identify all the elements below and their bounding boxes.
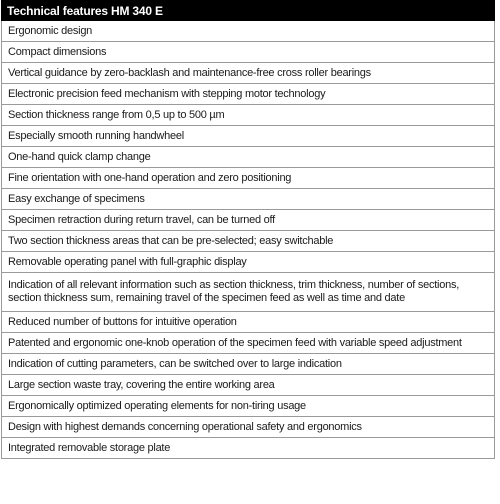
table-row: [2, 396, 495, 417]
table-row: [2, 21, 495, 42]
table-row: [2, 438, 495, 459]
table-row: [2, 84, 495, 105]
feature-cell: Indication of all relevant information such as section thickness, trim thickness, number of sections, section thickness sum, remaining travel of the specimen feed as well as time and date: [2, 273, 495, 312]
technical-features-table: [1, 0, 495, 459]
table-row: [2, 189, 495, 210]
feature-cell: Section thickness range from 0,5 up to 500 µm: [2, 105, 495, 126]
table-header: Technical features HM 340 E: [2, 1, 495, 21]
table-row: [2, 147, 495, 168]
feature-cell: Indication of cutting parameters, can be switched over to large indication: [2, 354, 495, 375]
feature-cell: Design with highest demands concerning operational safety and ergonomics: [2, 417, 495, 438]
table-row: [2, 42, 495, 63]
feature-cell: Electronic precision feed mechanism with stepping motor technology: [2, 84, 495, 105]
table-row: [2, 105, 495, 126]
feature-cell: Fine orientation with one-hand operation and zero positioning: [2, 168, 495, 189]
feature-cell: Removable operating panel with full-graphic display: [2, 252, 495, 273]
table-row: [2, 168, 495, 189]
table-row: [2, 312, 495, 333]
feature-cell: Compact dimensions: [2, 42, 495, 63]
feature-cell: Easy exchange of specimens: [2, 189, 495, 210]
feature-cell: Two section thickness areas that can be pre-selected; easy switchable: [2, 231, 495, 252]
table-row: [2, 231, 495, 252]
feature-cell: One-hand quick clamp change: [2, 147, 495, 168]
table-row: [2, 354, 495, 375]
feature-cell: Ergonomic design: [2, 21, 495, 42]
table-row: [2, 252, 495, 273]
feature-cell: Large section waste tray, covering the entire working area: [2, 375, 495, 396]
feature-cell: Especially smooth running handwheel: [2, 126, 495, 147]
feature-cell: Specimen retraction during return travel, can be turned off: [2, 210, 495, 231]
feature-cell: Vertical guidance by zero-backlash and maintenance-free cross roller bearings: [2, 63, 495, 84]
table-header-row: [2, 1, 495, 21]
table-row: [2, 375, 495, 396]
table-row: [2, 273, 495, 312]
table-row: [2, 63, 495, 84]
table-row: [2, 126, 495, 147]
table-row: [2, 333, 495, 354]
feature-cell: Ergonomically optimized operating elements for non-tiring usage: [2, 396, 495, 417]
feature-cell: Patented and ergonomic one-knob operation of the specimen feed with variable speed adjustment: [2, 333, 495, 354]
table-row: [2, 417, 495, 438]
feature-cell: Reduced number of buttons for intuitive operation: [2, 312, 495, 333]
feature-cell: Integrated removable storage plate: [2, 438, 495, 459]
table-row: [2, 210, 495, 231]
